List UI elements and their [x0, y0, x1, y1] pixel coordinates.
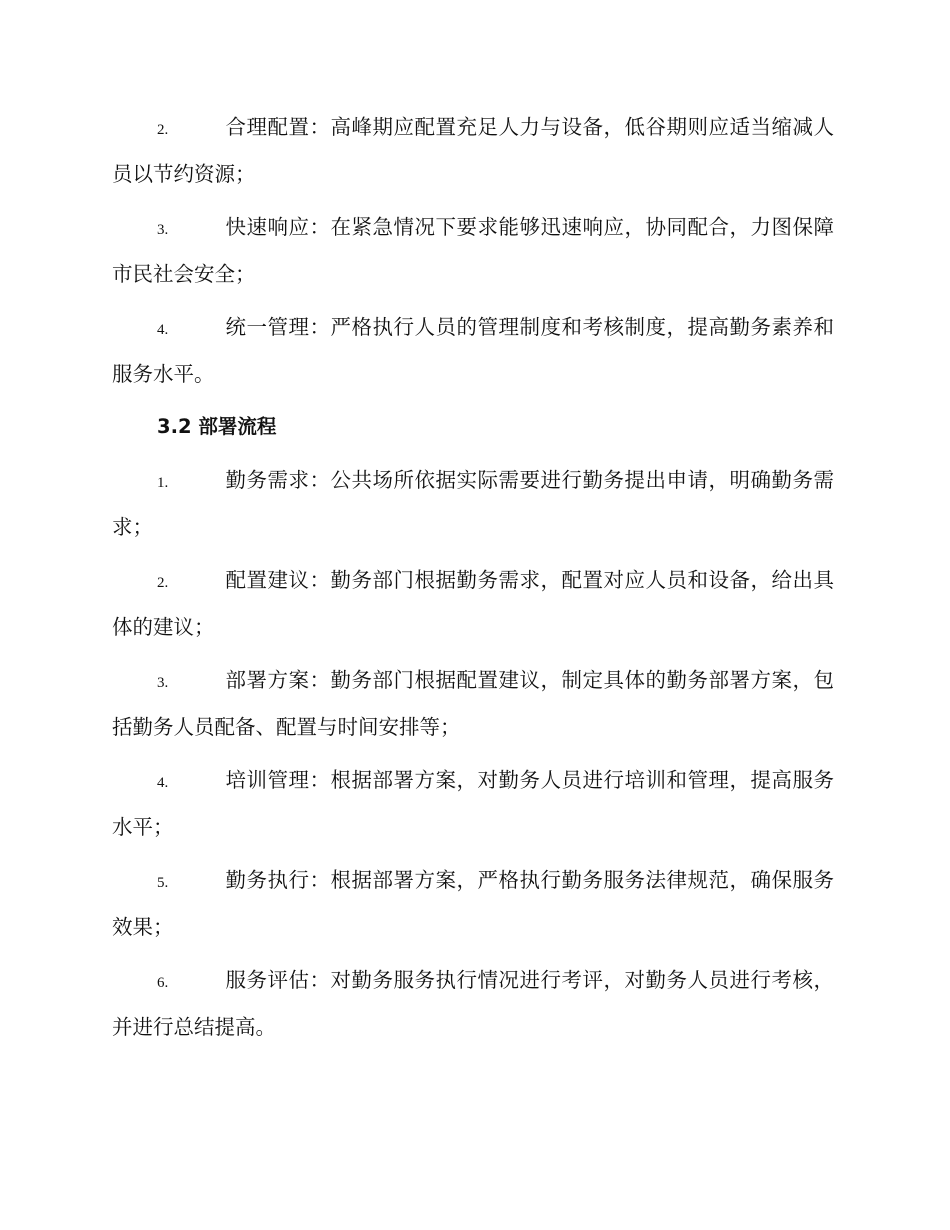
- document-page: [112, 105, 834, 1058]
- list-number: 1.: [157, 475, 169, 491]
- list-item: [112, 558, 834, 649]
- list-item-text: 统一管理：严格执行人员的管理制度和考核制度，提高勤务素养和服务水平。: [112, 315, 834, 386]
- list-number: 2.: [157, 122, 169, 138]
- list-item-text: 培训管理：根据部署方案，对勤务人员进行培训和管理，提高服务水平；: [112, 768, 834, 839]
- list-item: [112, 858, 834, 949]
- list-number: 4.: [157, 775, 169, 791]
- list-item: [112, 758, 834, 849]
- list-number: 3.: [157, 222, 169, 238]
- list-item-text: 合理配置：高峰期应配置充足人力与设备，低谷期则应适当缩减人员以节约资源；: [112, 115, 834, 186]
- list-item-text: 勤务需求：公共场所依据实际需要进行勤务提出申请，明确勤务需求；: [112, 468, 834, 539]
- list-item-text: 快速响应：在紧急情况下要求能够迅速响应，协同配合，力图保障市民社会安全；: [112, 215, 834, 286]
- list-item: [112, 958, 834, 1049]
- list-number: 5.: [157, 875, 169, 891]
- section-heading: 3.2 部署流程: [157, 415, 277, 438]
- list-item: [112, 458, 834, 549]
- list-number: 3.: [157, 675, 169, 691]
- list-number: 2.: [157, 575, 169, 591]
- list-item-text: 服务评估：对勤务服务执行情况进行考评，对勤务人员进行考核，并进行总结提高。: [112, 968, 834, 1039]
- list-number: 4.: [157, 322, 169, 338]
- list-item: [112, 205, 834, 296]
- list-item: [112, 105, 834, 196]
- list-item: [112, 658, 834, 749]
- list-item: [112, 305, 834, 396]
- list-item-text: 配置建议：勤务部门根据勤务需求，配置对应人员和设备，给出具体的建议；: [112, 568, 834, 639]
- list-item-text: 勤务执行：根据部署方案，严格执行勤务服务法律规范，确保服务效果；: [112, 868, 834, 939]
- list-item-text: 部署方案：勤务部门根据配置建议，制定具体的勤务部署方案，包括勤务人员配备、配置与时间安排等；: [112, 668, 834, 739]
- list-number: 6.: [157, 975, 169, 991]
